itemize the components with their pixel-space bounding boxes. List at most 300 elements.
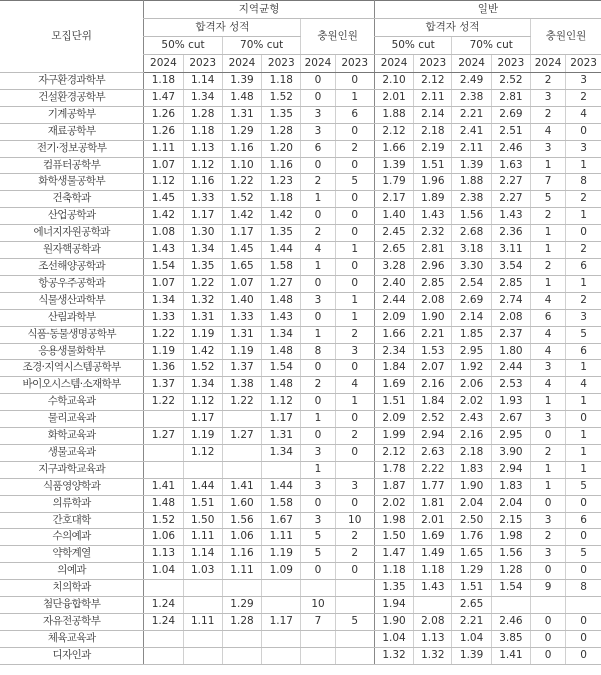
value-cell: 2.40 <box>374 275 413 292</box>
value-cell: 2.04 <box>491 495 530 512</box>
value-cell: 1.42 <box>144 208 183 225</box>
value-cell <box>183 597 222 614</box>
value-cell <box>335 647 374 664</box>
value-cell: 2.01 <box>374 89 413 106</box>
value-cell: 1.04 <box>452 630 491 647</box>
unit-name-cell: 에너지자원공학과 <box>0 225 144 242</box>
value-cell: 2 <box>531 106 566 123</box>
value-cell: 2.17 <box>374 191 413 208</box>
value-cell: 2.09 <box>374 309 413 326</box>
value-cell: 1.94 <box>374 597 413 614</box>
value-cell: 1.39 <box>452 647 491 664</box>
value-cell: 2 <box>335 529 374 546</box>
value-cell: 1.90 <box>374 614 413 631</box>
value-cell: 2.44 <box>374 292 413 309</box>
value-cell <box>183 580 222 597</box>
value-cell: 2.52 <box>491 73 530 90</box>
value-cell: 0 <box>301 360 335 377</box>
value-cell: 3.54 <box>491 258 530 275</box>
value-cell: 2 <box>566 191 601 208</box>
value-cell: 1.79 <box>374 174 413 191</box>
header-row-1 <box>0 1 601 19</box>
value-cell: 3.11 <box>491 242 530 259</box>
value-cell: 1.51 <box>452 580 491 597</box>
value-cell: 2.52 <box>414 411 452 428</box>
value-cell <box>144 411 183 428</box>
value-cell: 6 <box>566 512 601 529</box>
value-cell: 1.58 <box>262 258 301 275</box>
value-cell: 10 <box>301 597 335 614</box>
value-cell: 1.35 <box>374 580 413 597</box>
header-year: 2024 <box>374 55 413 73</box>
value-cell: 2 <box>301 377 335 394</box>
value-cell: 1 <box>301 258 335 275</box>
value-cell: 3 <box>301 444 335 461</box>
value-cell: 1.14 <box>183 73 222 90</box>
value-cell: 1.12 <box>183 157 222 174</box>
table-row <box>0 444 601 461</box>
value-cell: 1 <box>301 411 335 428</box>
unit-name-cell: 의예과 <box>0 563 144 580</box>
value-cell: 1.17 <box>262 614 301 631</box>
value-cell <box>144 647 183 664</box>
table-row <box>0 326 601 343</box>
value-cell: 2.85 <box>414 275 452 292</box>
value-cell: 0 <box>566 225 601 242</box>
value-cell: 1.32 <box>414 647 452 664</box>
value-cell: 2 <box>566 242 601 259</box>
value-cell: 2 <box>566 89 601 106</box>
value-cell: 2 <box>335 140 374 157</box>
value-cell: 1.06 <box>222 529 261 546</box>
value-cell: 1.54 <box>144 258 183 275</box>
header-year: 2023 <box>491 55 530 73</box>
value-cell: 2 <box>301 174 335 191</box>
value-cell <box>222 461 261 478</box>
value-cell: 1.43 <box>414 580 452 597</box>
value-cell <box>144 630 183 647</box>
value-cell: 2.27 <box>491 191 530 208</box>
value-cell: 1.60 <box>222 495 261 512</box>
value-cell: 1.04 <box>374 630 413 647</box>
value-cell <box>222 630 261 647</box>
value-cell: 1.18 <box>144 73 183 90</box>
value-cell: 2.16 <box>452 428 491 445</box>
value-cell: 8 <box>566 580 601 597</box>
value-cell: 2.37 <box>491 326 530 343</box>
value-cell: 1.18 <box>374 563 413 580</box>
value-cell: 2.11 <box>452 140 491 157</box>
unit-name-cell: 식물생산과학부 <box>0 292 144 309</box>
value-cell: 1.39 <box>222 73 261 90</box>
header-year: 2024 <box>222 55 261 73</box>
value-cell: 0 <box>566 123 601 140</box>
value-cell <box>144 580 183 597</box>
value-cell: 0 <box>531 630 566 647</box>
value-cell: 1.03 <box>183 563 222 580</box>
value-cell: 1.76 <box>452 529 491 546</box>
value-cell: 1.31 <box>262 428 301 445</box>
value-cell: 2.06 <box>452 377 491 394</box>
value-cell: 1.33 <box>144 309 183 326</box>
value-cell: 0 <box>531 495 566 512</box>
table-row <box>0 292 601 309</box>
value-cell: 1.13 <box>414 630 452 647</box>
unit-name-cell: 약학계열 <box>0 546 144 563</box>
value-cell: 1 <box>335 292 374 309</box>
value-cell: 1.51 <box>414 157 452 174</box>
table-row <box>0 495 601 512</box>
value-cell: 3.28 <box>374 258 413 275</box>
value-cell: 1.17 <box>183 411 222 428</box>
value-cell: 1.24 <box>144 597 183 614</box>
value-cell: 1.22 <box>144 394 183 411</box>
value-cell: 1.83 <box>452 461 491 478</box>
table-row <box>0 157 601 174</box>
value-cell: 1.41 <box>491 647 530 664</box>
value-cell: 1.06 <box>144 529 183 546</box>
value-cell: 2.85 <box>491 275 530 292</box>
value-cell: 1.32 <box>374 647 413 664</box>
value-cell: 3 <box>531 411 566 428</box>
value-cell: 1.44 <box>262 242 301 259</box>
unit-name-cell: 디자인과 <box>0 647 144 664</box>
value-cell: 1.49 <box>414 546 452 563</box>
table-row <box>0 614 601 631</box>
value-cell: 2.65 <box>374 242 413 259</box>
value-cell: 1.16 <box>262 157 301 174</box>
unit-name-cell: 간호대학 <box>0 512 144 529</box>
table-row <box>0 597 601 614</box>
value-cell: 0 <box>335 157 374 174</box>
header-extra-regional: 충원인원 <box>301 19 374 55</box>
value-cell: 0 <box>531 563 566 580</box>
value-cell <box>301 630 335 647</box>
unit-name-cell: 자구환경과학부 <box>0 73 144 90</box>
value-cell: 5 <box>566 326 601 343</box>
value-cell: 1.12 <box>144 174 183 191</box>
value-cell: 1.22 <box>222 394 261 411</box>
value-cell: 2.74 <box>491 292 530 309</box>
value-cell: 1.88 <box>452 174 491 191</box>
table-row <box>0 275 601 292</box>
value-cell: 5 <box>301 546 335 563</box>
value-cell: 4 <box>531 326 566 343</box>
value-cell: 2.94 <box>491 461 530 478</box>
value-cell: 3 <box>531 512 566 529</box>
header-year: 2023 <box>414 55 452 73</box>
value-cell: 2.14 <box>452 309 491 326</box>
value-cell: 2.21 <box>414 326 452 343</box>
value-cell: 3 <box>301 512 335 529</box>
value-cell: 1.66 <box>374 140 413 157</box>
header-year: 2024 <box>452 55 491 73</box>
unit-name-cell: 조경·지역시스템공학부 <box>0 360 144 377</box>
value-cell: 7 <box>301 614 335 631</box>
value-cell: 2 <box>335 428 374 445</box>
value-cell <box>144 461 183 478</box>
value-cell: 1.18 <box>183 123 222 140</box>
value-cell: 0 <box>531 428 566 445</box>
value-cell: 3.18 <box>452 242 491 259</box>
value-cell: 1.43 <box>414 208 452 225</box>
value-cell: 1.84 <box>374 360 413 377</box>
value-cell: 3 <box>301 478 335 495</box>
value-cell: 1.56 <box>222 512 261 529</box>
value-cell: 2.67 <box>491 411 530 428</box>
value-cell: 1.34 <box>144 292 183 309</box>
table-row <box>0 394 601 411</box>
value-cell: 1.47 <box>374 546 413 563</box>
value-cell: 1.83 <box>491 478 530 495</box>
value-cell: 1.50 <box>374 529 413 546</box>
unit-name-cell: 수의예과 <box>0 529 144 546</box>
table-row <box>0 242 601 259</box>
value-cell: 0 <box>301 275 335 292</box>
value-cell: 1.16 <box>222 546 261 563</box>
value-cell <box>183 630 222 647</box>
value-cell <box>144 444 183 461</box>
value-cell: 1.42 <box>183 343 222 360</box>
value-cell: 2 <box>531 444 566 461</box>
value-cell: 1.19 <box>222 343 261 360</box>
value-cell: 1.52 <box>262 89 301 106</box>
value-cell: 1.12 <box>183 444 222 461</box>
table-row <box>0 428 601 445</box>
value-cell: 2.81 <box>414 242 452 259</box>
value-cell: 10 <box>335 512 374 529</box>
value-cell: 1 <box>301 461 335 478</box>
table-row <box>0 89 601 106</box>
value-cell: 2.54 <box>452 275 491 292</box>
unit-name-cell: 화학교육과 <box>0 428 144 445</box>
value-cell: 2.69 <box>491 106 530 123</box>
unit-name-cell: 화학생물공학부 <box>0 174 144 191</box>
value-cell: 0 <box>566 495 601 512</box>
value-cell: 2.19 <box>414 140 452 157</box>
value-cell: 1.22 <box>222 174 261 191</box>
value-cell: 1.56 <box>452 208 491 225</box>
value-cell: 1.18 <box>414 563 452 580</box>
value-cell: 1.37 <box>144 377 183 394</box>
value-cell: 3 <box>301 292 335 309</box>
value-cell: 1.45 <box>144 191 183 208</box>
value-cell: 1 <box>566 208 601 225</box>
value-cell: 2.94 <box>414 428 452 445</box>
value-cell: 1.92 <box>452 360 491 377</box>
value-cell: 1.11 <box>183 614 222 631</box>
value-cell <box>262 580 301 597</box>
value-cell: 3 <box>566 309 601 326</box>
value-cell: 1.44 <box>262 478 301 495</box>
value-cell: 2.46 <box>491 614 530 631</box>
value-cell: 6 <box>531 309 566 326</box>
value-cell: 0 <box>335 73 374 90</box>
value-cell <box>301 580 335 597</box>
value-cell: 1 <box>335 394 374 411</box>
value-cell: 4 <box>301 242 335 259</box>
table-body <box>0 73 601 665</box>
value-cell: 2.38 <box>452 89 491 106</box>
value-cell: 0 <box>566 614 601 631</box>
table-row <box>0 630 601 647</box>
value-cell: 1.11 <box>144 140 183 157</box>
value-cell: 1 <box>335 89 374 106</box>
value-cell <box>222 580 261 597</box>
value-cell: 1.54 <box>262 360 301 377</box>
value-cell: 1.99 <box>374 428 413 445</box>
unit-name-cell: 항공우주공학과 <box>0 275 144 292</box>
value-cell: 1.35 <box>262 225 301 242</box>
value-cell: 1 <box>301 191 335 208</box>
value-cell <box>531 597 566 614</box>
value-cell: 1.34 <box>262 326 301 343</box>
unit-name-cell: 바이오시스템·소재학부 <box>0 377 144 394</box>
value-cell: 0 <box>335 258 374 275</box>
unit-name-cell: 식품영양학과 <box>0 478 144 495</box>
value-cell: 2.43 <box>452 411 491 428</box>
header-cut50-regional: 50% cut <box>144 37 223 55</box>
value-cell: 2 <box>531 73 566 90</box>
value-cell: 1.24 <box>144 614 183 631</box>
value-cell: 0 <box>335 275 374 292</box>
unit-name-cell: 산림과학부 <box>0 309 144 326</box>
value-cell: 1.19 <box>183 428 222 445</box>
value-cell: 8 <box>301 343 335 360</box>
value-cell: 6 <box>566 343 601 360</box>
value-cell <box>183 647 222 664</box>
value-cell: 2.46 <box>491 140 530 157</box>
value-cell: 2.81 <box>491 89 530 106</box>
value-cell: 2.08 <box>491 309 530 326</box>
header-year: 2023 <box>566 55 601 73</box>
value-cell: 1.42 <box>222 208 261 225</box>
value-cell <box>262 461 301 478</box>
value-cell: 1.65 <box>222 258 261 275</box>
value-cell: 2.69 <box>452 292 491 309</box>
table-row <box>0 360 601 377</box>
value-cell: 1.28 <box>491 563 530 580</box>
value-cell: 1.41 <box>144 478 183 495</box>
value-cell: 1.29 <box>222 123 261 140</box>
value-cell: 1.37 <box>222 360 261 377</box>
value-cell: 1.26 <box>144 106 183 123</box>
value-cell: 1.34 <box>183 377 222 394</box>
value-cell: 5 <box>335 614 374 631</box>
value-cell: 0 <box>566 411 601 428</box>
value-cell: 2.50 <box>452 512 491 529</box>
unit-name-cell: 전기·정보공학부 <box>0 140 144 157</box>
table-row <box>0 546 601 563</box>
value-cell: 2 <box>335 326 374 343</box>
value-cell: 1.77 <box>414 478 452 495</box>
value-cell: 0 <box>531 614 566 631</box>
value-cell: 0 <box>301 73 335 90</box>
value-cell: 1.11 <box>183 529 222 546</box>
value-cell: 3 <box>566 140 601 157</box>
value-cell: 0 <box>335 411 374 428</box>
table-row <box>0 191 601 208</box>
value-cell: 1.45 <box>222 242 261 259</box>
value-cell: 2.38 <box>452 191 491 208</box>
value-cell: 2.10 <box>374 73 413 90</box>
value-cell: 1.31 <box>222 326 261 343</box>
header-group-regional: 지역균형 <box>144 1 375 19</box>
value-cell <box>262 597 301 614</box>
value-cell: 2.32 <box>414 225 452 242</box>
value-cell: 1.23 <box>262 174 301 191</box>
value-cell: 1.13 <box>183 140 222 157</box>
value-cell: 5 <box>531 191 566 208</box>
value-cell: 1.40 <box>374 208 413 225</box>
value-cell: 2 <box>301 225 335 242</box>
value-cell: 1.28 <box>222 614 261 631</box>
value-cell: 1.96 <box>414 174 452 191</box>
value-cell: 0 <box>301 495 335 512</box>
value-cell: 1.93 <box>491 394 530 411</box>
value-cell: 2 <box>531 529 566 546</box>
unit-name-cell: 기계공학부 <box>0 106 144 123</box>
value-cell: 1.18 <box>262 73 301 90</box>
header-unit: 모집단위 <box>0 1 144 73</box>
value-cell: 1.42 <box>262 208 301 225</box>
unit-name-cell: 건축학과 <box>0 191 144 208</box>
value-cell: 0 <box>531 647 566 664</box>
header-score-general: 합격자 성적 <box>374 19 530 37</box>
value-cell: 2.96 <box>414 258 452 275</box>
table-row <box>0 647 601 664</box>
value-cell: 1.22 <box>183 275 222 292</box>
value-cell: 1 <box>531 478 566 495</box>
value-cell: 1.16 <box>222 140 261 157</box>
value-cell: 1.04 <box>144 563 183 580</box>
value-cell <box>335 580 374 597</box>
value-cell: 2.21 <box>452 106 491 123</box>
value-cell: 1.78 <box>374 461 413 478</box>
value-cell: 2.44 <box>491 360 530 377</box>
value-cell: 1.31 <box>222 106 261 123</box>
value-cell: 1.27 <box>144 428 183 445</box>
value-cell: 1.69 <box>374 377 413 394</box>
unit-name-cell: 원자핵공학과 <box>0 242 144 259</box>
value-cell: 0 <box>566 529 601 546</box>
value-cell: 1.31 <box>183 309 222 326</box>
value-cell <box>335 461 374 478</box>
value-cell: 1.14 <box>183 546 222 563</box>
table-row <box>0 106 601 123</box>
header-extra-general: 충원인원 <box>531 19 601 55</box>
value-cell: 1.98 <box>491 529 530 546</box>
unit-name-cell: 첨단융합학부 <box>0 597 144 614</box>
value-cell: 0 <box>335 444 374 461</box>
value-cell: 3 <box>531 89 566 106</box>
value-cell: 0 <box>301 563 335 580</box>
value-cell: 1.48 <box>144 495 183 512</box>
table-row <box>0 580 601 597</box>
table-row <box>0 529 601 546</box>
value-cell: 1 <box>335 242 374 259</box>
unit-name-cell: 치의학과 <box>0 580 144 597</box>
value-cell: 1.17 <box>183 208 222 225</box>
value-cell: 2.18 <box>414 123 452 140</box>
value-cell: 1 <box>531 157 566 174</box>
value-cell <box>262 647 301 664</box>
value-cell: 1.07 <box>222 275 261 292</box>
value-cell: 1 <box>335 309 374 326</box>
value-cell: 2.63 <box>414 444 452 461</box>
value-cell: 6 <box>566 258 601 275</box>
table-row <box>0 512 601 529</box>
